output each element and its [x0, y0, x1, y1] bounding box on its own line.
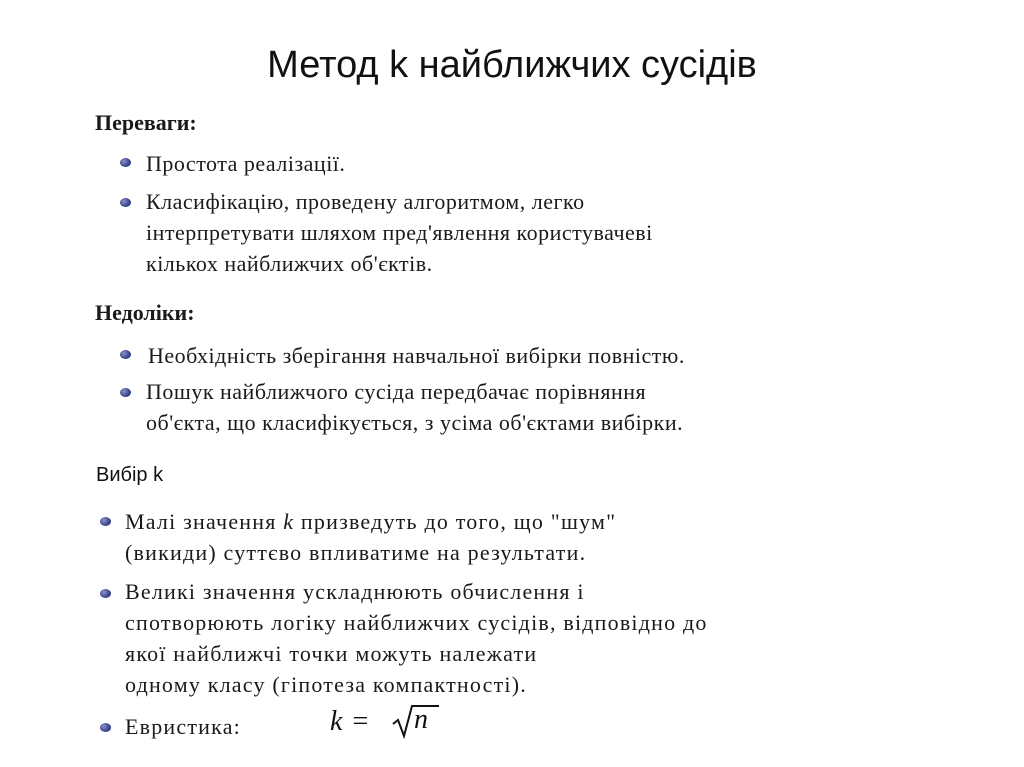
choice-item-2: [125, 576, 708, 700]
advantage-item-2-line-3: кількох найближчих об'єктів.: [146, 251, 433, 276]
choice-item-2-line-3: якої найближчі точки можуть належати: [125, 641, 538, 666]
disadvantage-item-2-line-2: об'єкта, що класифікується, з усіма об'єктами вибірки.: [146, 410, 684, 435]
disadvantage-item-2: [146, 376, 683, 438]
bullet-icon: [100, 589, 111, 598]
advantage-item-2-line-1: Класифікацію, проведену алгоритмом, легко: [146, 189, 585, 214]
formula-equals: =: [352, 706, 369, 737]
disadvantage-item-2-line-1: Пошук найближчого сусіда передбачає порівняння: [146, 379, 647, 404]
heuristic-formula: [330, 706, 470, 746]
formula-n: n: [414, 704, 428, 735]
bullet-icon: [120, 158, 131, 167]
bullet-icon: [100, 723, 111, 732]
bullet-icon: [120, 350, 131, 359]
choice-item-1: [125, 506, 616, 568]
choice-item-1-line-1: Малі значення k призведуть до того, що "шум": [125, 509, 617, 534]
advantage-item-2: [146, 186, 653, 279]
choice-item-1-line-2: (викиди) суттєво впливатиме на результати.: [125, 540, 587, 565]
advantage-item-2-line-2: інтерпретувати шляхом пред'явлення користувачеві: [146, 220, 653, 245]
choice-item-2-line-4: одному класу (гіпотеза компактності).: [125, 672, 527, 697]
sqrt-icon: [392, 702, 440, 738]
choice-item-2-line-2: спотворюють логіку найближчих сусідів, відповідно до: [125, 610, 708, 635]
disadvantage-item-1: [148, 340, 685, 371]
choice-item-2-line-1: Великі значення ускладнюють обчислення і: [125, 579, 585, 604]
disadvantage-item-1-line-1: Необхідність зберігання навчальної вибірки повністю.: [148, 343, 685, 368]
heuristic-label: Евристика:: [125, 714, 241, 739]
formula-k: k: [330, 706, 343, 737]
advantages-heading: Переваги:: [95, 110, 197, 135]
bullet-icon: [100, 517, 111, 526]
bullet-icon: [120, 388, 131, 397]
advantage-item-1: [146, 148, 345, 179]
bullet-icon: [120, 198, 131, 207]
choice-heading: Вибір k: [96, 464, 164, 486]
slide-title: Метод k найближчих сусідів: [267, 44, 757, 86]
disadvantages-heading: Недоліки:: [95, 300, 195, 325]
advantage-item-1-line-1: Простота реалізації.: [146, 151, 346, 176]
